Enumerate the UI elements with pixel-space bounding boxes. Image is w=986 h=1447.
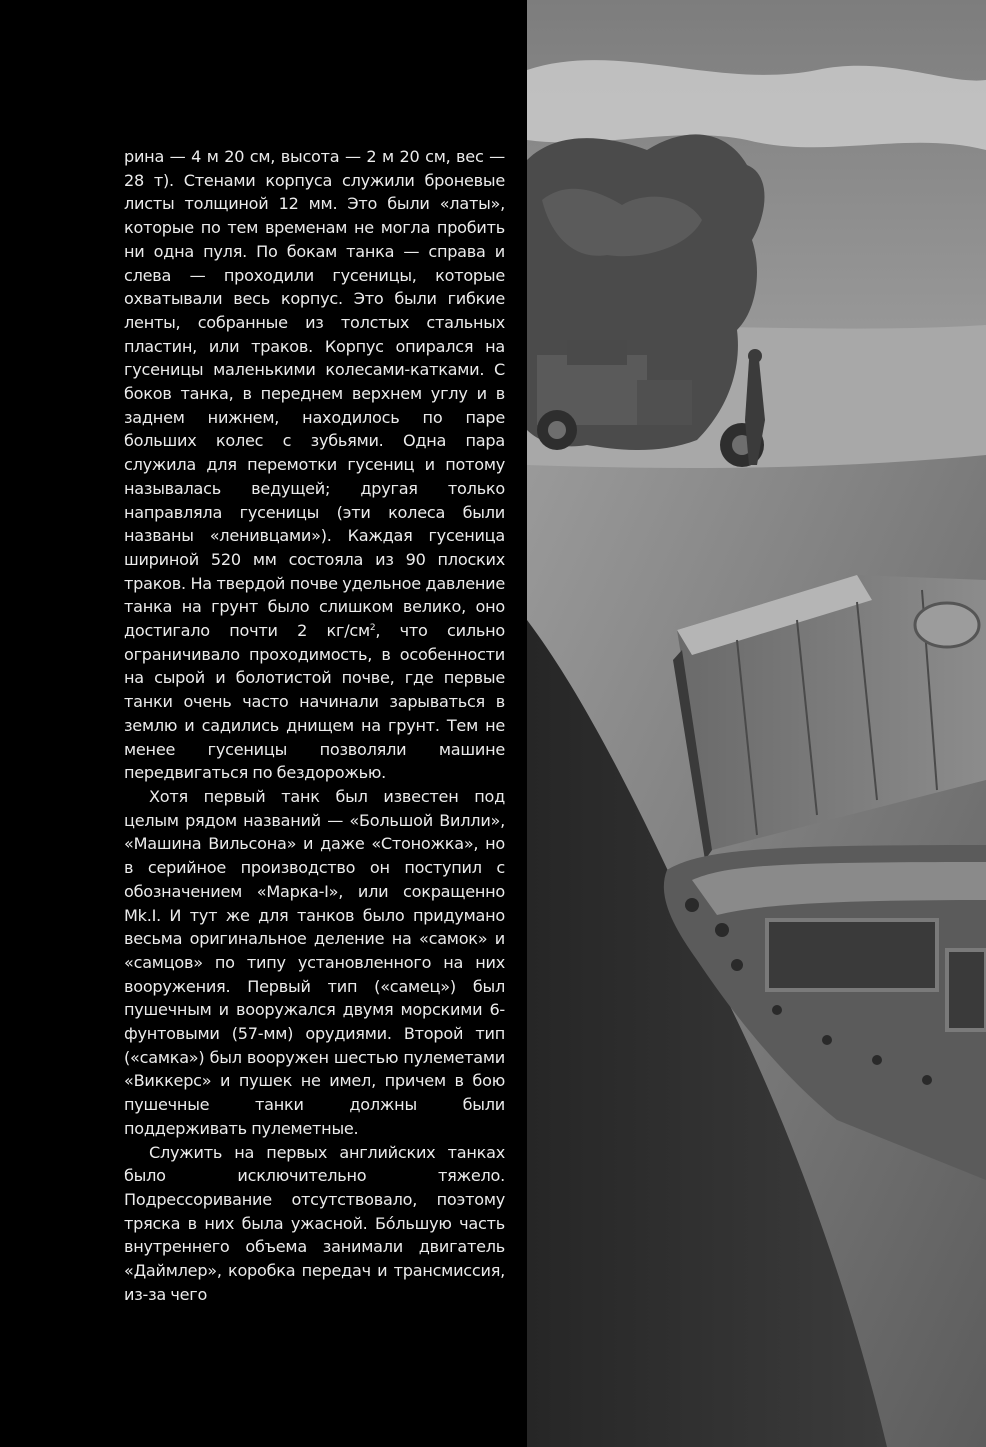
paragraph-3-text: Служить на первых английских танках было исключительно тяжело. Подрессоривание отсутствовало, поэтому тряска в них была ужасной. Бо́льшую часть внутреннего объема занимали двигатель «Даймлер», коробка передач и трансмиссия, из-за чего	[124, 1142, 505, 1304]
paragraph-1-text: рина — 4 м 20 см, высота — 2 м 20 см, вес — 28 т). Стенами корпуса служили броневые листы толщиной 12 мм. Это были «латы», которые по тем временам не могла пробить ни одна пуля. По бокам танка — справа и слева — проходили гусеницы, которые охватывали весь корпус. Это были гибкие ленты, собранные из толстых стальных пластин, или траков. Корпус опирался на гусеницы маленькими колесами-катками. С боков танка, в переднем верхнем углу и в заднем нижнем, находилось по паре больших колес с зубьями. Одна пара служила для перемотки гусениц и потому называлась ведущей; другая только направляла гусеницы (эти колеса были названы «ленивцами»). Каждая гусеница шириной 520 мм состояла из 90 плоских траков. На твердой почве удельное давление танка на грунт было слишком велико, оно достигало почти 2 кг/см	[124, 147, 505, 641]
paragraph-2	[124, 785, 505, 1141]
paragraph-1	[124, 145, 505, 785]
article-text	[124, 145, 505, 1306]
paragraph-2-text: Хотя первый танк был известен под целым рядом названий — «Большой Вилли», «Машина Вильсона» и даже «Стоножка», но в серийное производство он поступил с обозначением «Марка-I», или сокращенно Mk.I. И тут же для танков было придумано весьма оригинальное деление на «самок» и «самцов» по типу установленного на них вооружения. Первый тип («самец») был пушечным и вооружался двумя морскими 6-фунтовыми (57-мм) орудиями. Второй тип («самка») был вооружен шестью пулеметами «Виккерс» и пушек не имел, причем в бою пушечные танки должны были поддерживать пулеметные.	[124, 786, 505, 1138]
superscript-2: 2	[369, 623, 376, 634]
soldier-head	[748, 349, 762, 363]
paragraph-1-tail: , что сильно ограничивало проходимость, в особенности на сырой и болотистой почве, где первые танки очень часто начинали зарываться в землю и садились днищем на грунт. Тем не менее гусеницы позволяли машине передвигаться по бездорожью.	[124, 621, 505, 783]
illustration-svg	[527, 0, 986, 1447]
tank-illustration	[527, 0, 986, 1447]
paragraph-3	[124, 1141, 505, 1307]
